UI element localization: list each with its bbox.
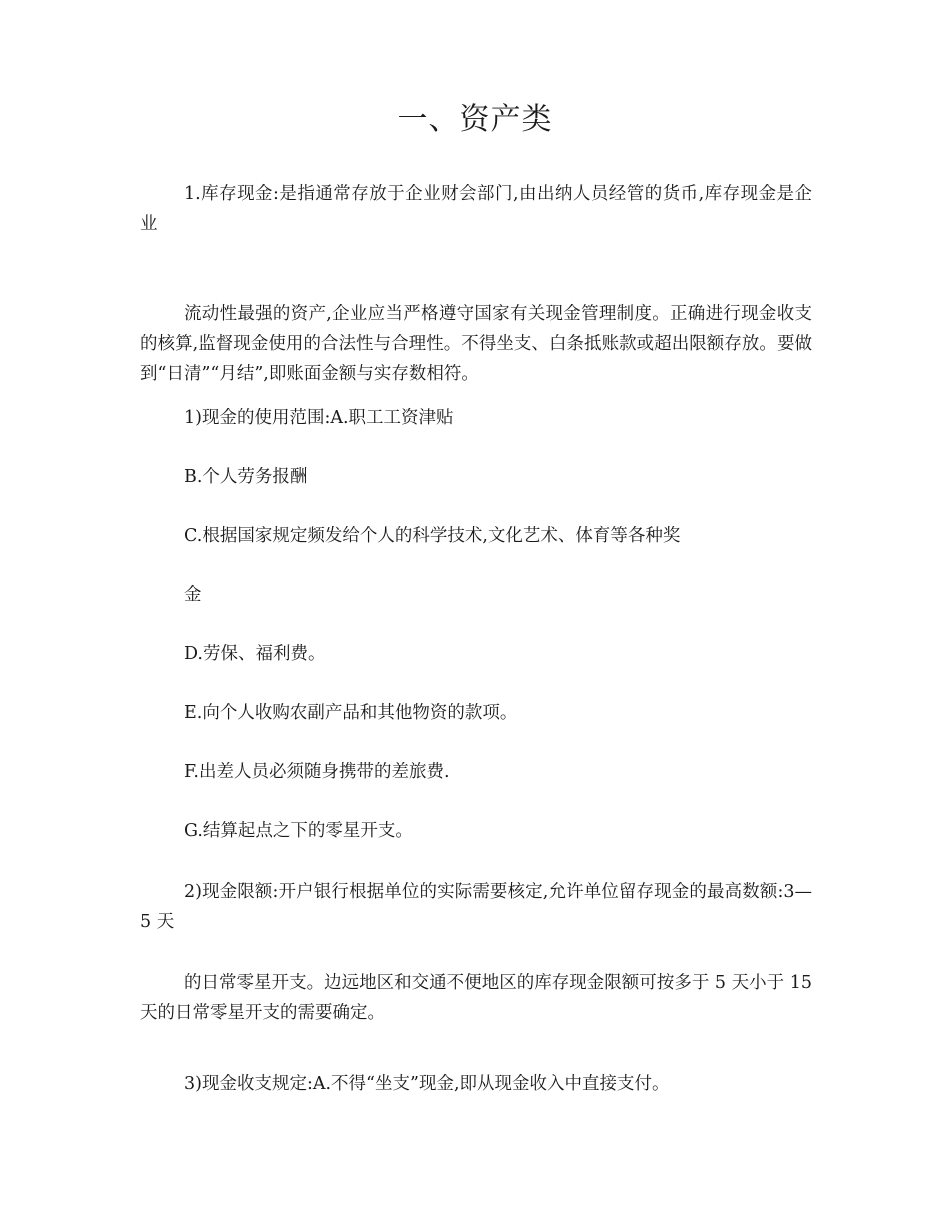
cash-scope-item-b: B.个人劳务报酬 bbox=[184, 467, 308, 487]
cash-scope-item-c: C.根据国家规定频发给个人的科学技术,文化艺术、体育等各种奖 bbox=[184, 526, 681, 546]
paragraph-cash-management: 流动性最强的资产,企业应当严格遵守国家有关现金管理制度。正确进行现金收支的核算,监督现金使用的合法性与合理性。不得坐支、白条抵账款或超出限额存放。要做到“日清”“月结”,即账面金额与实存数相符。 bbox=[140, 304, 812, 384]
cash-receipt-payment-rule: 3)现金收支规定:A.不得“坐支”现金,即从现金收入中直接支付。 bbox=[184, 1074, 670, 1094]
cash-scope-header: 1)现金的使用范围:A.职工工资津贴 bbox=[184, 408, 454, 428]
paragraph-cash-limit: 2)现金限额:开户银行根据单位的实际需要核定,允许单位留存现金的最高数额:3—5 天 bbox=[140, 882, 812, 932]
paragraph-cash-limit-continuation: 的日常零星开支。边远地区和交通不便地区的库存现金限额可按多于 5 天小于 15 天的日常零星开支的需要确定。 bbox=[140, 973, 812, 1023]
cash-scope-item-g: G.结算起点之下的零星开支。 bbox=[184, 821, 413, 841]
cash-scope-item-d: D.劳保、福利费。 bbox=[184, 644, 326, 664]
cash-scope-item-e: E.向个人收购农副产品和其他物资的款项。 bbox=[184, 703, 518, 723]
cash-scope-item-f: F.出差人员必须随身携带的差旅费. bbox=[184, 762, 450, 782]
cash-scope-item-c-continuation: 金 bbox=[184, 585, 202, 605]
paragraph-cash-definition: 1.库存现金:是指通常存放于企业财会部门,由出纳人员经管的货币,库存现金是企业 bbox=[140, 184, 812, 234]
page-title: 一、资产类 bbox=[397, 102, 553, 137]
